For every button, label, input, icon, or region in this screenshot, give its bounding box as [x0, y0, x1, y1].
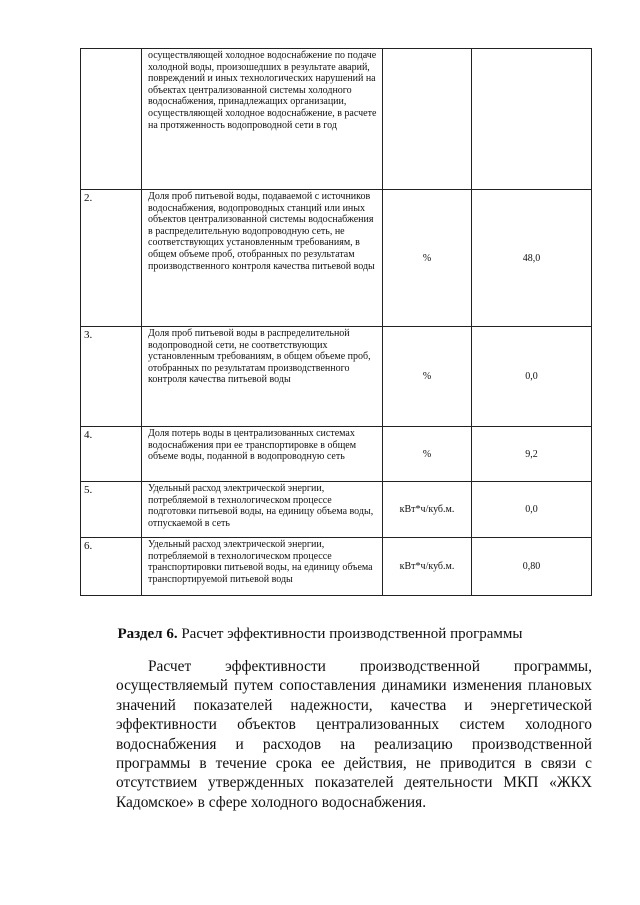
row-unit: % — [383, 327, 472, 427]
section-title-text: Расчет эффективности производственной программы — [177, 626, 523, 642]
indicators-table-body — [81, 49, 592, 596]
row-indicator-name: осуществляющей холодное водоснабжение по подаче холодной воды, произошедших в результате аварий, повреждений и иных технологических нарушений на объектах централизованной системы холодного водоснабжения, принадлежащих организации, осуществляющей холодное водоснабжение, в расчете на протяженность водопроводной сети в год — [142, 49, 383, 190]
table-row — [81, 327, 592, 427]
row-value: 48,0 — [472, 190, 592, 327]
row-number: 2. — [81, 190, 142, 327]
row-value: 0,80 — [472, 538, 592, 596]
row-unit: % — [383, 190, 472, 327]
row-indicator-name: Доля проб питьевой воды, подаваемой с источников водоснабжения, водопроводных станций или иных объектов централизованной системы водоснабжения в распределительную водопроводную сеть, не соответствующих установленным требованиям, в общем объеме проб, отобранных по результатам производственного контроля качества питьевой воды — [142, 190, 383, 327]
row-indicator-name: Удельный расход электрической энергии, потребляемой в технологическом процессе подготовки питьевой воды, на единицу объема воды, отпускаемой в сеть — [142, 482, 383, 538]
row-number — [81, 49, 142, 190]
row-value: 0,0 — [472, 327, 592, 427]
table-row — [81, 482, 592, 538]
section-heading — [0, 626, 640, 643]
table-row — [81, 538, 592, 596]
row-value: 9,2 — [472, 427, 592, 482]
row-indicator-name: Доля потерь воды в централизованных системах водоснабжения при ее транспортировке в общем объеме воды, поданной в водопроводную сеть — [142, 427, 383, 482]
row-number: 4. — [81, 427, 142, 482]
row-indicator-name: Доля проб питьевой воды в распределительной водопроводной сети, не соответствующих установленным требованиям, в общем объеме проб, отобранных по результатам производственного контроля качества питьевой воды — [142, 327, 383, 427]
row-unit — [383, 49, 472, 190]
row-value: 0,0 — [472, 482, 592, 538]
row-unit: % — [383, 427, 472, 482]
body-paragraph: Расчет эффективности производственной программы, осуществляемый путем сопоставления динамики изменения плановых значений показателей надежности, качества и энергетической эффективности объектов централизованных систем холодного водоснабжения и расходов на реализацию производственной программы в течение срока ее действия, не приводится в связи с отсутствием утвержденных показателей деятельности МКП «ЖКХ Кадомское» в сфере холодного водоснабжения. — [116, 658, 592, 811]
row-value — [472, 49, 592, 190]
row-number: 6. — [81, 538, 142, 596]
row-indicator-name: Удельный расход электрической энергии, потребляемой в технологическом процессе транспортировки питьевой воды, на единицу объема транспортируемой питьевой воды — [142, 538, 383, 596]
row-unit: кВт*ч/куб.м. — [383, 538, 472, 596]
table-row — [81, 49, 592, 190]
row-number: 3. — [81, 327, 142, 427]
section-number: Раздел 6. — [117, 626, 178, 642]
table-row — [81, 190, 592, 327]
table-row — [81, 427, 592, 482]
row-unit: кВт*ч/куб.м. — [383, 482, 472, 538]
indicators-table — [80, 48, 592, 596]
row-number: 5. — [81, 482, 142, 538]
